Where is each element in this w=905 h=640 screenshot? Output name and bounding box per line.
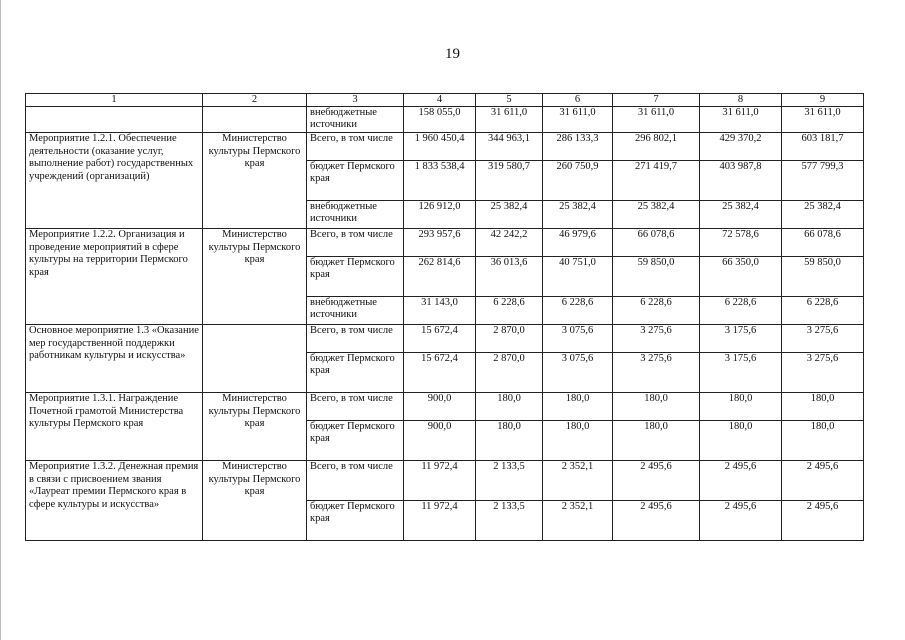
value-cell: 15 672,4 xyxy=(404,325,476,353)
source-cell: бюджет Пермского края xyxy=(307,501,404,541)
value-cell: 2 133,5 xyxy=(476,461,543,501)
source-cell: Всего, в том числе xyxy=(307,229,404,257)
value-cell: 46 979,6 xyxy=(543,229,613,257)
value-cell: 2 495,6 xyxy=(782,501,864,541)
value-cell: 31 611,0 xyxy=(613,107,700,133)
value-cell: 180,0 xyxy=(700,393,782,421)
table-row xyxy=(26,461,864,501)
source-cell: Всего, в том числе xyxy=(307,461,404,501)
value-cell: 2 495,6 xyxy=(700,461,782,501)
header-row xyxy=(26,94,864,107)
value-cell: 1 833 538,4 xyxy=(404,161,476,201)
value-cell: 180,0 xyxy=(782,421,864,461)
table-row xyxy=(26,133,864,161)
scan-edge xyxy=(0,0,1,640)
value-cell: 11 972,4 xyxy=(404,501,476,541)
column-header: 7 xyxy=(613,94,700,107)
budget-table xyxy=(25,93,864,541)
value-cell: 31 143,0 xyxy=(404,297,476,325)
value-cell: 3 175,6 xyxy=(700,325,782,353)
value-cell: 25 382,4 xyxy=(476,201,543,229)
value-cell: 25 382,4 xyxy=(782,201,864,229)
value-cell: 180,0 xyxy=(476,421,543,461)
value-cell: 3 175,6 xyxy=(700,353,782,393)
column-header: 5 xyxy=(476,94,543,107)
source-cell: бюджет Пермского края xyxy=(307,161,404,201)
name-cell xyxy=(26,107,203,133)
value-cell: 2 495,6 xyxy=(782,461,864,501)
value-cell: 900,0 xyxy=(404,421,476,461)
value-cell: 72 578,6 xyxy=(700,229,782,257)
value-cell: 2 870,0 xyxy=(476,325,543,353)
source-cell: Всего, в том числе xyxy=(307,133,404,161)
value-cell: 180,0 xyxy=(476,393,543,421)
value-cell: 180,0 xyxy=(613,421,700,461)
value-cell: 2 870,0 xyxy=(476,353,543,393)
value-cell: 6 228,6 xyxy=(700,297,782,325)
owner-cell xyxy=(203,107,307,133)
column-header: 2 xyxy=(203,94,307,107)
owner-cell: Министерство культуры Пермского края xyxy=(203,393,307,461)
value-cell: 25 382,4 xyxy=(543,201,613,229)
value-cell: 31 611,0 xyxy=(476,107,543,133)
page-number: 19 xyxy=(445,46,460,62)
source-cell: Всего, в том числе xyxy=(307,393,404,421)
source-cell: бюджет Пермского края xyxy=(307,257,404,297)
value-cell: 2 352,1 xyxy=(543,501,613,541)
value-cell: 2 495,6 xyxy=(613,461,700,501)
owner-cell: Министерство культуры Пермского края xyxy=(203,133,307,229)
value-cell: 2 495,6 xyxy=(613,501,700,541)
value-cell: 2 495,6 xyxy=(700,501,782,541)
value-cell: 344 963,1 xyxy=(476,133,543,161)
value-cell: 3 275,6 xyxy=(782,353,864,393)
event-name-cell: Мероприятие 1.3.1. Награждение Почетной грамотой Министерства культуры Пермского края xyxy=(26,393,203,461)
event-name-cell: Мероприятие 1.3.2. Денежная премия в связи с присвоением звания «Лауреат премии Пермского края в сфере культуры и искусства» xyxy=(26,461,203,541)
value-cell: 260 750,9 xyxy=(543,161,613,201)
value-cell: 403 987,8 xyxy=(700,161,782,201)
value-cell: 180,0 xyxy=(700,421,782,461)
value-cell: 36 013,6 xyxy=(476,257,543,297)
source-cell: внебюджетные источники xyxy=(307,107,404,133)
column-header: 1 xyxy=(26,94,203,107)
source-cell: бюджет Пермского края xyxy=(307,353,404,393)
value-cell: 6 228,6 xyxy=(613,297,700,325)
source-cell: бюджет Пермского края xyxy=(307,421,404,461)
value-cell: 6 228,6 xyxy=(543,297,613,325)
table-row xyxy=(26,107,864,133)
value-cell: 2 352,1 xyxy=(543,461,613,501)
value-cell: 59 850,0 xyxy=(613,257,700,297)
value-cell: 180,0 xyxy=(543,421,613,461)
value-cell: 180,0 xyxy=(613,393,700,421)
value-cell: 25 382,4 xyxy=(700,201,782,229)
value-cell: 603 181,7 xyxy=(782,133,864,161)
value-cell: 262 814,6 xyxy=(404,257,476,297)
value-cell: 429 370,2 xyxy=(700,133,782,161)
owner-cell xyxy=(203,325,307,393)
value-cell: 319 580,7 xyxy=(476,161,543,201)
value-cell: 31 611,0 xyxy=(782,107,864,133)
value-cell: 271 419,7 xyxy=(613,161,700,201)
table-row xyxy=(26,325,864,353)
value-cell: 31 611,0 xyxy=(700,107,782,133)
value-cell: 3 275,6 xyxy=(613,353,700,393)
source-cell: Всего, в том числе xyxy=(307,325,404,353)
value-cell: 293 957,6 xyxy=(404,229,476,257)
value-cell: 158 055,0 xyxy=(404,107,476,133)
table-row xyxy=(26,229,864,257)
value-cell: 66 078,6 xyxy=(613,229,700,257)
value-cell: 286 133,3 xyxy=(543,133,613,161)
value-cell: 900,0 xyxy=(404,393,476,421)
owner-cell: Министерство культуры Пермского края xyxy=(203,229,307,325)
value-cell: 59 850,0 xyxy=(782,257,864,297)
column-header: 6 xyxy=(543,94,613,107)
value-cell: 577 799,3 xyxy=(782,161,864,201)
value-cell: 180,0 xyxy=(543,393,613,421)
value-cell: 6 228,6 xyxy=(782,297,864,325)
source-cell: внебюджетные источники xyxy=(307,201,404,229)
table-row xyxy=(26,393,864,421)
value-cell: 296 802,1 xyxy=(613,133,700,161)
value-cell: 25 382,4 xyxy=(613,201,700,229)
value-cell: 40 751,0 xyxy=(543,257,613,297)
value-cell: 3 275,6 xyxy=(613,325,700,353)
value-cell: 66 078,6 xyxy=(782,229,864,257)
source-cell: внебюджетные источники xyxy=(307,297,404,325)
column-header: 3 xyxy=(307,94,404,107)
value-cell: 3 075,6 xyxy=(543,353,613,393)
column-header: 8 xyxy=(700,94,782,107)
value-cell: 42 242,2 xyxy=(476,229,543,257)
value-cell: 11 972,4 xyxy=(404,461,476,501)
value-cell: 180,0 xyxy=(782,393,864,421)
column-header: 4 xyxy=(404,94,476,107)
value-cell: 3 075,6 xyxy=(543,325,613,353)
event-name-cell: Мероприятие 1.2.2. Организация и проведение мероприятий в сфере культуры на территории Пермского края xyxy=(26,229,203,325)
value-cell: 126 912,0 xyxy=(404,201,476,229)
value-cell: 66 350,0 xyxy=(700,257,782,297)
value-cell: 2 133,5 xyxy=(476,501,543,541)
value-cell: 15 672,4 xyxy=(404,353,476,393)
column-header: 9 xyxy=(782,94,864,107)
value-cell: 1 960 450,4 xyxy=(404,133,476,161)
event-name-cell: Мероприятие 1.2.1. Обеспечение деятельности (оказание услуг, выполнение работ) государственных учреждений (организаций) xyxy=(26,133,203,229)
owner-cell: Министерство культуры Пермского края xyxy=(203,461,307,541)
event-name-cell: Основное мероприятие 1.3 «Оказание мер государственной поддержки работникам культуры и искусства» xyxy=(26,325,203,393)
value-cell: 6 228,6 xyxy=(476,297,543,325)
value-cell: 3 275,6 xyxy=(782,325,864,353)
value-cell: 31 611,0 xyxy=(543,107,613,133)
